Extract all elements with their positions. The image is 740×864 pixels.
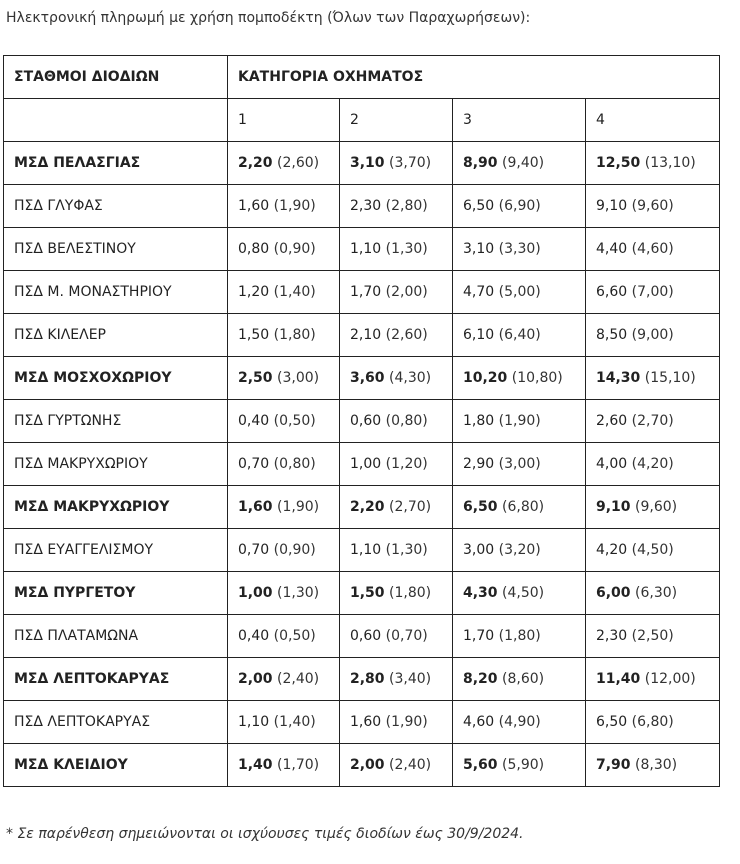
current-price: 0,40 [238, 628, 270, 644]
price-cell-category-4 [586, 357, 720, 400]
previous-price: (1,70) [277, 757, 320, 773]
price-cell-category-4 [586, 486, 720, 529]
current-price: 1,80 [463, 413, 495, 429]
current-price: 4,30 [463, 585, 498, 601]
previous-price: (0,70) [385, 628, 428, 644]
price-cell-category-3 [453, 529, 586, 572]
previous-price: (6,80) [631, 714, 674, 730]
previous-price: (3,00) [277, 370, 320, 386]
current-price: 2,50 [238, 370, 273, 386]
previous-price: (1,90) [273, 198, 316, 214]
price-cell-category-4 [586, 744, 720, 787]
current-price: 7,90 [596, 757, 631, 773]
price-cell-category-2 [340, 615, 453, 658]
current-price: 0,60 [350, 628, 382, 644]
current-price: 2,20 [350, 499, 385, 515]
price-cell-category-3 [453, 615, 586, 658]
price-cell-category-3 [453, 357, 586, 400]
current-price: 4,60 [463, 714, 495, 730]
price-cell-category-3 [453, 228, 586, 271]
footnote: * Σε παρένθεση σημειώνονται οι ισχύουσες τιμές διοδίων έως 30/9/2024. [6, 826, 524, 842]
current-price: 6,60 [596, 284, 628, 300]
price-cell-category-1 [228, 228, 340, 271]
previous-price: (9,00) [631, 327, 674, 343]
current-price: 2,90 [463, 456, 495, 472]
station-name: ΠΣΔ ΛΕΠΤΟΚΑΡΥΑΣ [4, 701, 228, 744]
previous-price: (6,40) [498, 327, 541, 343]
current-price: 0,60 [350, 413, 382, 429]
current-price: 14,30 [596, 370, 641, 386]
table-row [4, 658, 720, 701]
previous-price: (1,40) [273, 284, 316, 300]
current-price: 1,60 [238, 198, 270, 214]
price-cell-category-2 [340, 572, 453, 615]
previous-price: (1,80) [498, 628, 541, 644]
price-cell-category-1 [228, 271, 340, 314]
previous-price: (3,70) [389, 155, 432, 171]
price-cell-category-1 [228, 357, 340, 400]
current-price: 4,40 [596, 241, 628, 257]
previous-price: (9,60) [631, 198, 674, 214]
previous-price: (1,30) [385, 241, 428, 257]
previous-price: (6,80) [502, 499, 545, 515]
current-price: 1,20 [238, 284, 270, 300]
current-price: 1,10 [350, 241, 382, 257]
price-cell-category-3 [453, 314, 586, 357]
current-price: 3,10 [350, 155, 385, 171]
previous-price: (4,30) [389, 370, 432, 386]
previous-price: (12,00) [644, 671, 696, 687]
current-price: 1,50 [238, 327, 270, 343]
current-price: 3,00 [463, 542, 495, 558]
previous-price: (2,70) [389, 499, 432, 515]
previous-price: (1,80) [389, 585, 432, 601]
previous-price: (0,50) [273, 413, 316, 429]
current-price: 10,20 [463, 370, 508, 386]
table-row [4, 486, 720, 529]
price-cell-category-1 [228, 701, 340, 744]
previous-price: (0,90) [273, 241, 316, 257]
previous-price: (13,10) [644, 155, 696, 171]
current-price: 2,30 [350, 198, 382, 214]
table-row [4, 701, 720, 744]
current-price: 11,40 [596, 671, 641, 687]
previous-price: (2,80) [385, 198, 428, 214]
price-cell-category-3 [453, 572, 586, 615]
station-name: ΠΣΔ ΓΥΡΤΩΝΗΣ [4, 400, 228, 443]
table-row [4, 228, 720, 271]
current-price: 8,20 [463, 671, 498, 687]
current-price: 4,20 [596, 542, 628, 558]
previous-price: (4,50) [631, 542, 674, 558]
price-cell-category-4 [586, 400, 720, 443]
current-price: 12,50 [596, 155, 641, 171]
previous-price: (2,60) [385, 327, 428, 343]
previous-price: (9,60) [635, 499, 678, 515]
previous-price: (1,90) [498, 413, 541, 429]
current-price: 0,80 [238, 241, 270, 257]
category-3: 3 [453, 99, 586, 142]
previous-price: (1,90) [385, 714, 428, 730]
current-price: 1,10 [350, 542, 382, 558]
previous-price: (15,10) [644, 370, 696, 386]
station-name: ΠΣΔ ΓΛΥΦΑΣ [4, 185, 228, 228]
current-price: 6,10 [463, 327, 495, 343]
price-cell-category-1 [228, 486, 340, 529]
price-cell-category-1 [228, 142, 340, 185]
previous-price: (8,60) [502, 671, 545, 687]
previous-price: (6,90) [498, 198, 541, 214]
current-price: 0,70 [238, 456, 270, 472]
previous-price: (0,80) [385, 413, 428, 429]
price-cell-category-4 [586, 529, 720, 572]
price-cell-category-2 [340, 185, 453, 228]
previous-price: (0,50) [273, 628, 316, 644]
current-price: 1,50 [350, 585, 385, 601]
previous-price: (9,40) [502, 155, 545, 171]
previous-price: (1,40) [273, 714, 316, 730]
current-price: 1,00 [238, 585, 273, 601]
current-price: 2,20 [238, 155, 273, 171]
price-cell-category-1 [228, 185, 340, 228]
price-cell-category-3 [453, 744, 586, 787]
price-cell-category-1 [228, 529, 340, 572]
current-price: 2,10 [350, 327, 382, 343]
table-row [4, 357, 720, 400]
current-price: 8,90 [463, 155, 498, 171]
previous-price: (2,70) [631, 413, 674, 429]
previous-price: (1,20) [385, 456, 428, 472]
current-price: 3,60 [350, 370, 385, 386]
price-cell-category-1 [228, 314, 340, 357]
toll-table [3, 55, 720, 787]
previous-price: (2,00) [385, 284, 428, 300]
current-price: 1,60 [238, 499, 273, 515]
price-cell-category-3 [453, 185, 586, 228]
current-price: 1,00 [350, 456, 382, 472]
price-cell-category-3 [453, 443, 586, 486]
table-row [4, 443, 720, 486]
current-price: 2,80 [350, 671, 385, 687]
price-cell-category-2 [340, 486, 453, 529]
station-name: ΠΣΔ ΚΙΛΕΛΕΡ [4, 314, 228, 357]
table-row [4, 400, 720, 443]
current-price: 1,60 [350, 714, 382, 730]
price-cell-category-4 [586, 701, 720, 744]
station-name: ΜΣΔ ΜΟΣΧΟΧΩΡΙΟΥ [4, 357, 228, 400]
header-vehicle-category: ΚΑΤΗΓΟΡΙΑ ΟΧΗΜΑΤΟΣ [228, 56, 720, 99]
previous-price: (0,80) [273, 456, 316, 472]
table-header-row [4, 56, 720, 99]
current-price: 5,60 [463, 757, 498, 773]
price-cell-category-2 [340, 357, 453, 400]
price-cell-category-3 [453, 400, 586, 443]
current-price: 0,40 [238, 413, 270, 429]
previous-price: (3,20) [498, 542, 541, 558]
previous-price: (1,30) [277, 585, 320, 601]
current-price: 9,10 [596, 499, 631, 515]
previous-price: (5,00) [498, 284, 541, 300]
current-price: 3,10 [463, 241, 495, 257]
previous-price: (2,60) [277, 155, 320, 171]
previous-price: (4,90) [498, 714, 541, 730]
current-price: 2,00 [238, 671, 273, 687]
previous-price: (4,60) [631, 241, 674, 257]
station-name: ΜΣΔ ΠΥΡΓΕΤΟΥ [4, 572, 228, 615]
price-cell-category-2 [340, 744, 453, 787]
previous-price: (5,90) [502, 757, 545, 773]
previous-price: (1,30) [385, 542, 428, 558]
previous-price: (2,40) [389, 757, 432, 773]
station-name: ΜΣΔ ΛΕΠΤΟΚΑΡΥΑΣ [4, 658, 228, 701]
table-row [4, 142, 720, 185]
price-cell-category-1 [228, 658, 340, 701]
table-row [4, 185, 720, 228]
station-name: ΜΣΔ ΠΕΛΑΣΓΙΑΣ [4, 142, 228, 185]
price-cell-category-4 [586, 185, 720, 228]
previous-price: (8,30) [635, 757, 678, 773]
price-cell-category-4 [586, 271, 720, 314]
table-row [4, 615, 720, 658]
price-cell-category-4 [586, 572, 720, 615]
category-4: 4 [586, 99, 720, 142]
table-row [4, 529, 720, 572]
price-cell-category-3 [453, 701, 586, 744]
price-cell-category-4 [586, 658, 720, 701]
current-price: 2,30 [596, 628, 628, 644]
price-cell-category-1 [228, 615, 340, 658]
station-name: ΠΣΔ ΒΕΛΕΣΤΙΝΟΥ [4, 228, 228, 271]
current-price: 6,50 [596, 714, 628, 730]
price-cell-category-1 [228, 572, 340, 615]
price-cell-category-1 [228, 744, 340, 787]
current-price: 1,10 [238, 714, 270, 730]
header-stations: ΣΤΑΘΜΟΙ ΔΙΟΔΙΩΝ [4, 56, 228, 99]
intro-text: Ηλεκτρονική πληρωμή με χρήση πομποδέκτη (Όλων των Παραχωρήσεων): [6, 10, 531, 26]
current-price: 8,50 [596, 327, 628, 343]
previous-price: (6,30) [635, 585, 678, 601]
previous-price: (10,80) [511, 370, 563, 386]
price-cell-category-4 [586, 228, 720, 271]
price-cell-category-4 [586, 443, 720, 486]
current-price: 4,70 [463, 284, 495, 300]
station-name: ΜΣΔ ΜΑΚΡΥΧΩΡΙΟΥ [4, 486, 228, 529]
current-price: 1,70 [463, 628, 495, 644]
previous-price: (7,00) [631, 284, 674, 300]
current-price: 4,00 [596, 456, 628, 472]
price-cell-category-2 [340, 529, 453, 572]
table-row [4, 271, 720, 314]
current-price: 1,40 [238, 757, 273, 773]
previous-price: (3,40) [389, 671, 432, 687]
price-cell-category-3 [453, 658, 586, 701]
current-price: 6,50 [463, 198, 495, 214]
station-name: ΠΣΔ Μ. ΜΟΝΑΣΤΗΡΙΟΥ [4, 271, 228, 314]
previous-price: (0,90) [273, 542, 316, 558]
current-price: 2,60 [596, 413, 628, 429]
price-cell-category-2 [340, 658, 453, 701]
price-cell-category-2 [340, 271, 453, 314]
previous-price: (3,30) [498, 241, 541, 257]
price-cell-category-2 [340, 228, 453, 271]
previous-price: (3,00) [498, 456, 541, 472]
price-cell-category-4 [586, 142, 720, 185]
previous-price: (1,80) [273, 327, 316, 343]
table-row [4, 744, 720, 787]
previous-price: (4,50) [502, 585, 545, 601]
table-row [4, 572, 720, 615]
price-cell-category-2 [340, 314, 453, 357]
price-cell-category-3 [453, 142, 586, 185]
previous-price: (1,90) [277, 499, 320, 515]
price-cell-category-4 [586, 615, 720, 658]
price-cell-category-4 [586, 314, 720, 357]
price-cell-category-2 [340, 142, 453, 185]
station-name: ΠΣΔ ΠΛΑΤΑΜΩΝΑ [4, 615, 228, 658]
price-cell-category-1 [228, 400, 340, 443]
current-price: 1,70 [350, 284, 382, 300]
price-cell-category-2 [340, 443, 453, 486]
station-name: ΠΣΔ ΕΥΑΓΓΕΛΙΣΜΟΥ [4, 529, 228, 572]
station-name: ΜΣΔ ΚΛΕΙΔΙΟΥ [4, 744, 228, 787]
table-row [4, 314, 720, 357]
price-cell-category-3 [453, 271, 586, 314]
price-cell-category-3 [453, 486, 586, 529]
current-price: 2,00 [350, 757, 385, 773]
previous-price: (2,50) [631, 628, 674, 644]
current-price: 6,00 [596, 585, 631, 601]
price-cell-category-2 [340, 701, 453, 744]
category-1: 1 [228, 99, 340, 142]
price-cell-category-1 [228, 443, 340, 486]
station-name: ΠΣΔ ΜΑΚΡΥΧΩΡΙΟΥ [4, 443, 228, 486]
previous-price: (4,20) [631, 456, 674, 472]
previous-price: (2,40) [277, 671, 320, 687]
category-empty-cell [4, 99, 228, 142]
current-price: 0,70 [238, 542, 270, 558]
category-row [4, 99, 720, 142]
current-price: 6,50 [463, 499, 498, 515]
price-cell-category-2 [340, 400, 453, 443]
category-2: 2 [340, 99, 453, 142]
current-price: 9,10 [596, 198, 628, 214]
